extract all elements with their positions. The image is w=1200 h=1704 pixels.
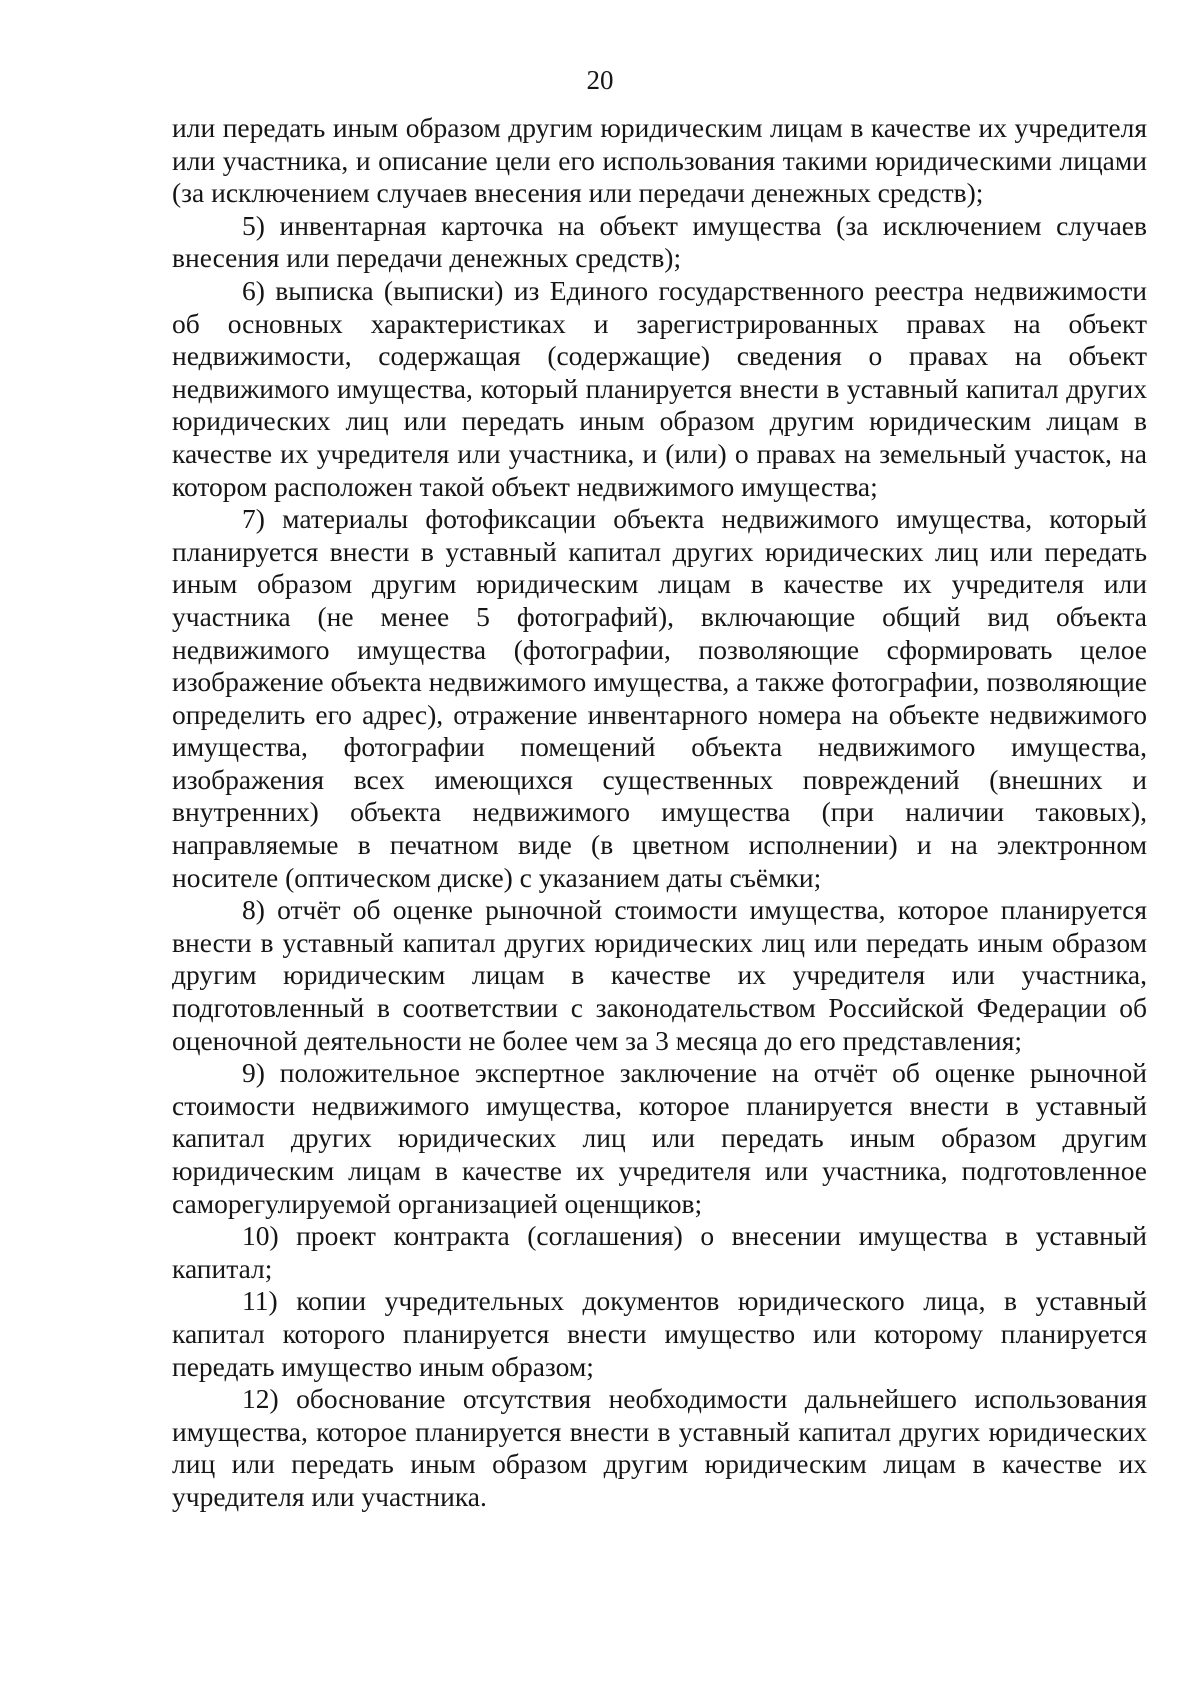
list-item-6: 6) выписка (выписки) из Единого государственного реестра недвижимости об основных характеристиках и зарегистрированных правах на объект недвижимости, содержащая (содержащие) сведения о правах на объект недвижимого имущества, который планируется внести в уставный капитал других юридических лиц или передать иным образом другим юридическим лицам в качестве их учредителя или участника, и (или) о правах на земельный участок, на котором расположен такой объект недвижимого имущества; bbox=[172, 274, 1147, 502]
list-item-5: 5) инвентарная карточка на объект имущества (за исключением случаев внесения или передачи денежных средств); bbox=[172, 209, 1147, 274]
list-item-7: 7) материалы фотофиксации объекта недвижимого имущества, который планируется внести в уставный капитал других юридических лиц или передать иным образом другим юридическим лицам в качестве их учредителя или участника (не менее 5 фотографий), включающие общий вид объекта недвижимого имущества (фотографии, позволяющие сформировать целое изображение объекта недвижимого имущества, а также фотографии, позволяющие определить его адрес), отражение инвентарного номера на объекте недвижимого имущества, фотографии помещений объекта недвижимого имущества, изображения всех имеющихся существенных повреждений (внешних и внутренних) объекта недвижимого имущества (при наличии таковых), направляемые в печатном виде (в цветном исполнении) и на электронном носителе (оптическом диске) с указанием даты съёмки; bbox=[172, 503, 1147, 893]
list-item-11: 11) копии учредительных документов юридического лица, в уставный капитал которого планируется внести имущество или которому планируется передать имущество иным образом; bbox=[172, 1285, 1147, 1382]
list-item-12: 12) обоснование отсутствия необходимости дальнейшего использования имущества, которое планируется внести в уставный капитал других юридических лиц или передать иным образом другим юридическим лицам в качестве их учредителя или участника. bbox=[172, 1383, 1147, 1512]
list-item-9: 9) положительное экспертное заключение на отчёт об оценке рыночной стоимости недвижимого имущества, которое планируется внести в уставный капитал других юридических лиц или передать иным образом другим юридическим лицам в качестве их учредителя или участника, подготовленное саморегулируемой организацией оценщиков; bbox=[172, 1057, 1147, 1219]
list-item-10: 10) проект контракта (соглашения) о внесении имущества в уставный капитал; bbox=[172, 1220, 1147, 1284]
page-number: 20 bbox=[586, 65, 614, 95]
list-item-8: 8) отчёт об оценке рыночной стоимости имущества, которое планируется внести в уставный капитал других юридических лиц или передать иным образом другим юридическим лицам в качестве их учредителя или участника, подготовленный в соответствии с законодательством Российской Федерации об оценочной деятельности не более чем за 3 месяца до его представления; bbox=[172, 894, 1147, 1056]
document-body bbox=[172, 112, 1147, 1514]
paragraph-continuation: или передать иным образом другим юридическим лицам в качестве их учредителя или участника, и описание цели его использования такими юридическими лицами (за исключением случаев внесения или передачи денежных средств); bbox=[172, 112, 1147, 209]
